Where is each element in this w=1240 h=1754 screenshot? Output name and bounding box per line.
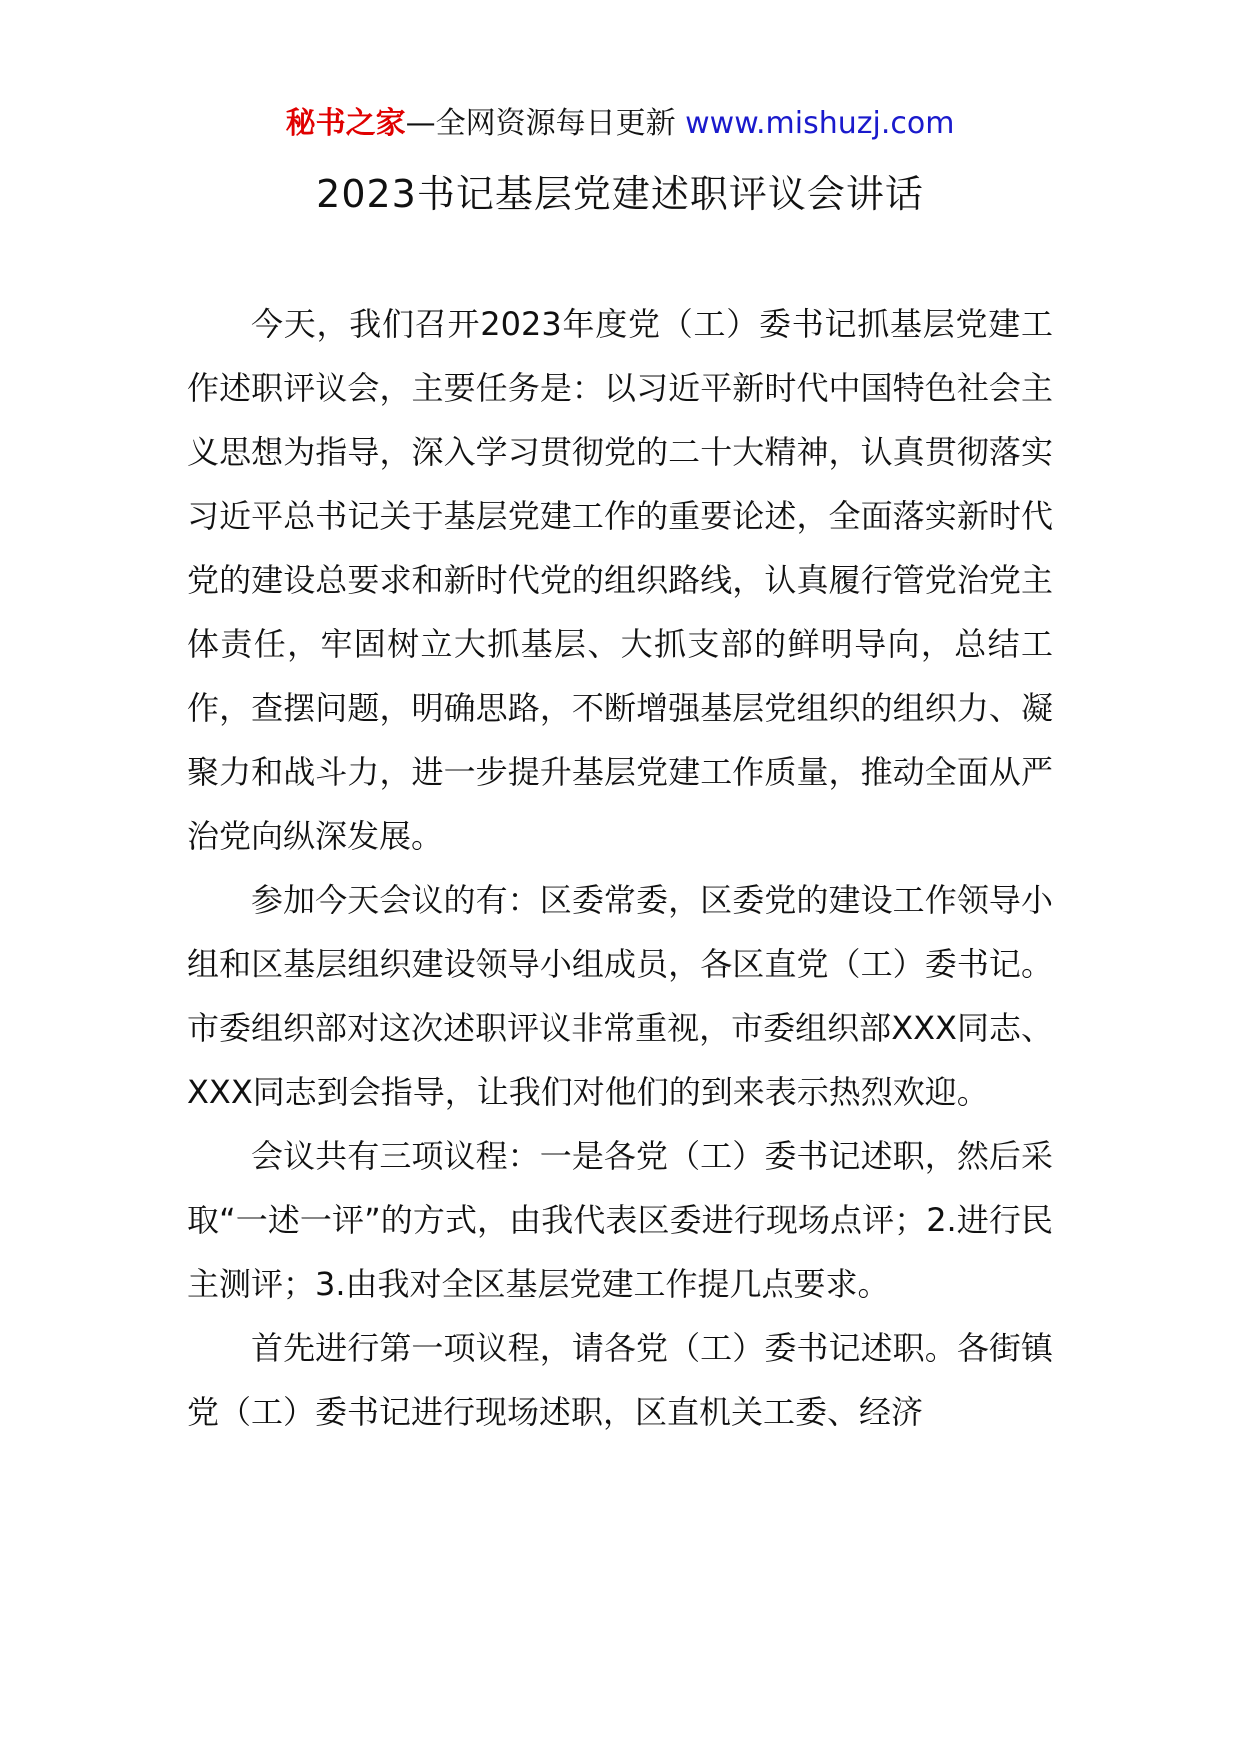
paragraph-agenda: 会议共有三项议程：一是各党（工）委书记述职，然后采取“一述一评”的方式，由我代表区委进行现场点评；2.进行民主测评；3.由我对全区基层党建工作提几点要求。	[187, 1137, 1053, 1303]
paragraph-intro: 今天，我们召开2023年度党（工）委书记抓基层党建工作述职评议会，主要任务是：以习近平新时代中国特色社会主义思想为指导，深入学习贯彻党的二十大精神，认真贯彻落实习近平总书记关于基层党建工作的重要论述，全面落实新时代党的建设总要求和新时代党的组织路线，认真履行管党治党主体责任，牢固树立大抓基层、大抓支部的鲜明导向，总结工作，查摆问题，明确思路，不断增强基层党组织的组织力、凝聚力和战斗力，进一步提升基层党建工作质量，推动全面从严治党向纵深发展。	[187, 305, 1053, 855]
paragraph-attendees: 参加今天会议的有：区委常委，区委党的建设工作领导小组和区基层组织建设领导小组成员，各区直党（工）委书记。市委组织部对这次述职评议非常重视，市委组织部XXX同志、XXX同志到会指导，让我们对他们的到来表示热烈欢迎。	[187, 881, 1053, 1111]
paragraph-first-item: 首先进行第一项议程，请各党（工）委书记述职。各街镇党（工）委书记进行现场述职，区直机关工委、经济	[187, 1329, 1053, 1431]
document-title: 2023书记基层党建述职评议会讲话	[316, 172, 924, 216]
site-url-link[interactable]: www.mishuzj.com	[685, 106, 955, 141]
brand-name: 秘书之家	[285, 106, 406, 141]
site-header	[0, 100, 1240, 148]
header-slogan: —全网资源每日更新	[405, 106, 686, 141]
document-body	[187, 292, 1053, 1444]
